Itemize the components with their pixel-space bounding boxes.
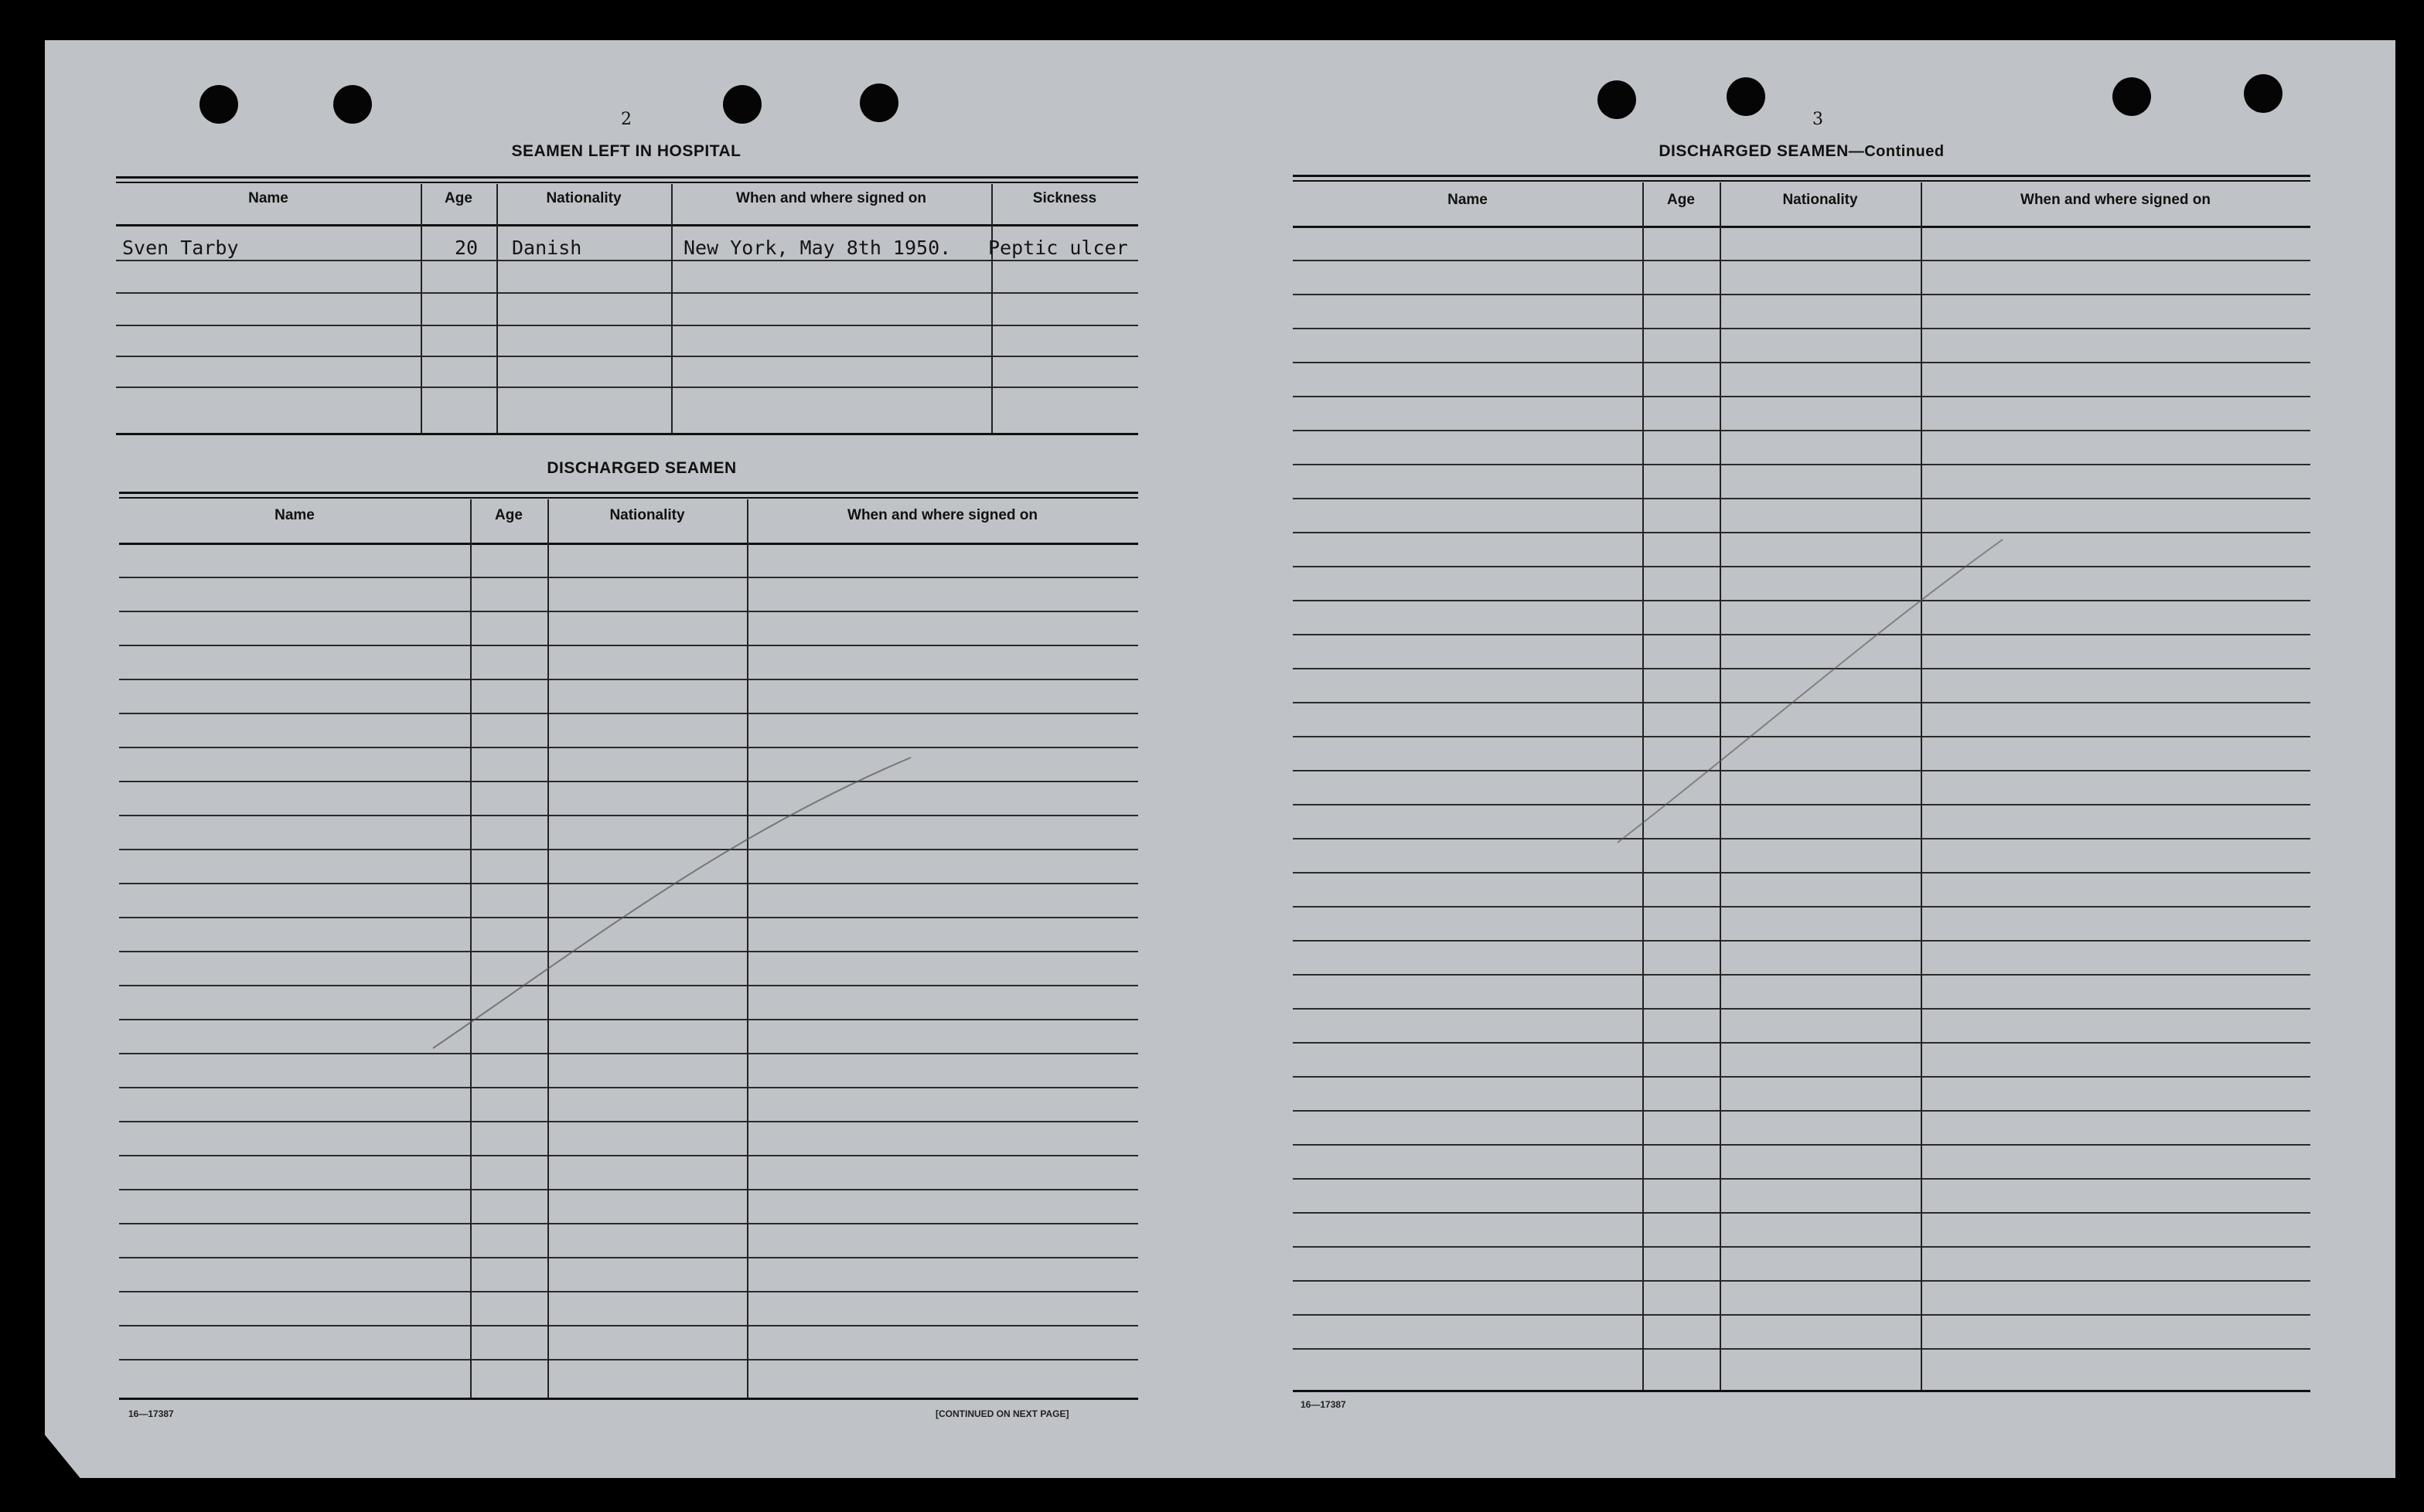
col-header-name: Name bbox=[1447, 192, 1488, 208]
hospital-row-nationality: Danish bbox=[512, 237, 582, 259]
page-number-left: 2 bbox=[621, 110, 632, 129]
col-header-nationality: Nationality bbox=[1782, 192, 1858, 208]
col-header-signed-on: When and where signed on bbox=[2020, 192, 2211, 208]
col-header-sickness: Sickness bbox=[1032, 190, 1097, 206]
col-header-signed-on: When and where signed on bbox=[847, 507, 1038, 523]
col-header-name: Name bbox=[274, 507, 315, 523]
hospital-row-name: Sven Tarby bbox=[122, 237, 239, 259]
col-header-nationality: Nationality bbox=[546, 190, 622, 206]
hospital-row-age: 20 bbox=[455, 237, 479, 259]
hospital-section-title: SEAMEN LEFT IN HOSPITAL bbox=[511, 142, 742, 160]
discharged-section-title-left: DISCHARGED SEAMEN bbox=[547, 459, 737, 477]
discharged-title-main: DISCHARGED SEAMEN bbox=[1659, 142, 1849, 160]
col-header-age: Age bbox=[495, 507, 523, 523]
col-header-age: Age bbox=[1667, 192, 1695, 208]
col-header-signed-on: When and where signed on bbox=[736, 190, 926, 206]
footer-code-right: 16—17387 bbox=[1301, 1399, 1346, 1410]
col-header-age: Age bbox=[445, 190, 472, 206]
col-header-nationality: Nationality bbox=[609, 507, 685, 523]
footer-continued-note: [CONTINUED ON NEXT PAGE] bbox=[936, 1408, 1069, 1419]
discharged-title-suffix: —Continued bbox=[1848, 143, 1945, 160]
footer-code-left: 16—17387 bbox=[128, 1408, 174, 1419]
col-header-name: Name bbox=[248, 190, 288, 206]
hospital-row-signed-on: New York, May 8th 1950. bbox=[684, 237, 952, 259]
page-number-right: 3 bbox=[1812, 110, 1823, 129]
hospital-row-sickness: Peptic ulcer bbox=[988, 237, 1128, 259]
